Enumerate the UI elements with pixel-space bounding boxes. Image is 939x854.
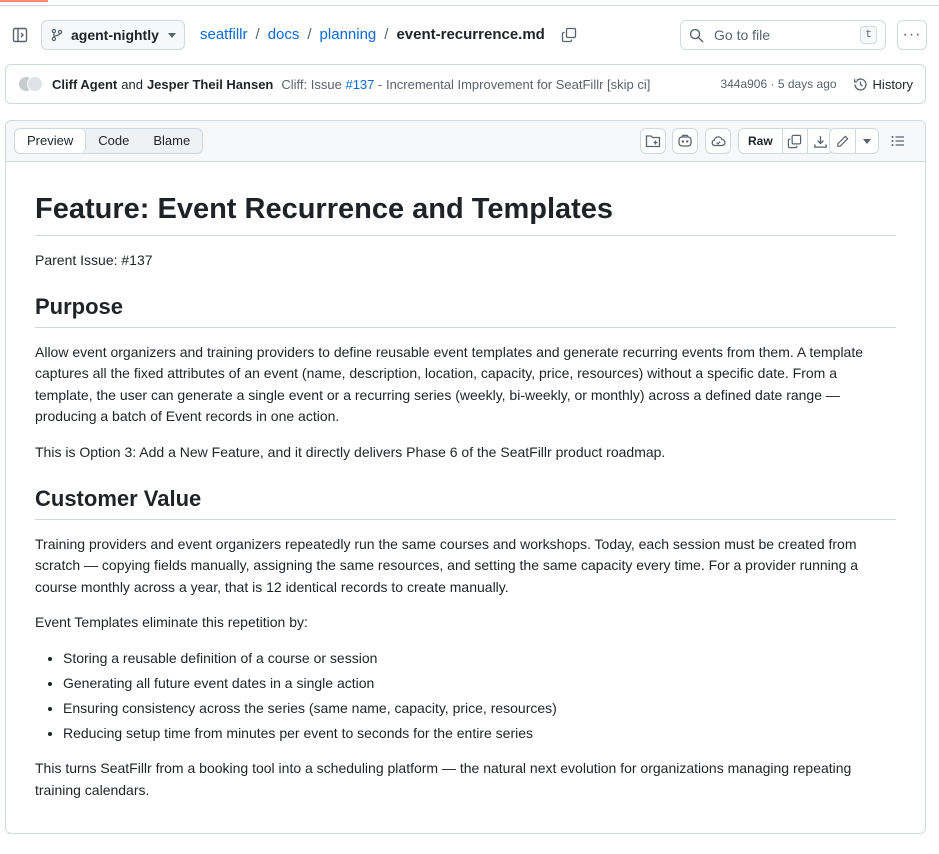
option-paragraph: This is Option 3: Add a New Feature, and it directly delivers Phase 6 of the SeatFillr product roadmap.	[35, 443, 666, 460]
cloud-icon	[710, 133, 726, 149]
codespaces-button[interactable]	[705, 128, 731, 154]
history-icon	[853, 77, 868, 92]
history-button[interactable]	[853, 77, 913, 92]
search-icon	[689, 28, 704, 43]
purpose-paragraph: Allow event organizers and training providers to define reusable event templates and generate recurring events from them. A template captures all the fixed attributes of an event (name, description, location, capacity, price, resources) without a specific date. From a template, the user can generate a single event or a recurring series (weekly, bi-weekly, or monthly) across a defined date range — producing a batch of Event records in one action.	[35, 343, 864, 425]
document-title: Feature: Event Recurrence and Templates	[35, 192, 896, 236]
keyboard-shortcut-hint: t	[860, 26, 877, 44]
customer-value-paragraph: Training providers and event organizers repeatedly run the same courses and workshops. Today, each session must be created from scratch — copying fields manually, assigning the same resources, and setting the same capacity every time. For a provider running a course monthly across a year, that is 12 identical records to create manually.	[35, 535, 859, 595]
commit-issue-link[interactable]: #137	[345, 76, 375, 92]
breadcrumb-separator: /	[384, 26, 389, 43]
commit-message-suffix[interactable]: - Incremental Improvement for SeatFillr [skip ci]	[378, 76, 651, 92]
raw-button[interactable]: Raw	[739, 129, 783, 153]
commit-time: · 5 days ago	[770, 77, 837, 91]
closing-paragraph: This turns SeatFillr from a booking tool into a scheduling platform — the natural next evolution for organizations managing repeating training calendars.	[35, 760, 852, 798]
chevron-down-icon	[863, 139, 871, 144]
breadcrumb-separator: /	[255, 26, 260, 43]
commit-author-conjunction: and	[121, 76, 143, 92]
copilot-icon	[677, 133, 693, 149]
parent-issue-text: Parent Issue: #137	[35, 251, 153, 268]
branch-selector-button[interactable]	[41, 20, 185, 50]
history-label: History	[872, 76, 913, 92]
list-item: • Storing a reusable definition of a course or session	[63, 648, 896, 670]
pencil-icon	[835, 134, 850, 149]
breadcrumb-current-file: event-recurrence.md	[396, 26, 545, 43]
file-directory-add-icon	[645, 133, 661, 149]
tab-preview[interactable]: Preview	[15, 129, 86, 153]
tab-code[interactable]: Code	[98, 133, 130, 148]
breadcrumb-planning-link[interactable]: planning	[319, 26, 377, 43]
markdown-body	[6, 162, 925, 801]
chevron-down-icon	[168, 33, 176, 38]
file-toolbar	[6, 121, 925, 162]
edit-file-button[interactable]	[830, 129, 856, 153]
tab-blame[interactable]: Blame	[153, 133, 191, 148]
breadcrumb-repo-link[interactable]: seatfillr	[200, 26, 248, 43]
file-header-bar	[0, 18, 939, 52]
view-mode-tabs	[14, 128, 203, 154]
outline-button[interactable]	[885, 128, 911, 154]
commit-avatars[interactable]	[18, 74, 46, 94]
more-options-button[interactable]	[897, 20, 927, 50]
breadcrumb-docs-link[interactable]: docs	[267, 26, 300, 43]
purpose-heading: Purpose	[35, 293, 896, 328]
edit-options-dropdown[interactable]	[856, 129, 878, 153]
templates-intro-paragraph: Event Templates eliminate this repetition by:	[35, 614, 308, 631]
commit-message	[281, 77, 650, 92]
copy-icon	[561, 27, 577, 43]
top-border	[0, 0, 939, 6]
list-unordered-icon	[890, 133, 906, 149]
sidebar-expand-icon	[12, 27, 28, 43]
active-tab-accent	[0, 0, 48, 2]
commit-meta	[720, 77, 836, 91]
git-branch-icon	[50, 28, 64, 42]
latest-commit-bar	[5, 64, 926, 104]
copy-raw-button[interactable]	[783, 129, 808, 153]
commit-author-2[interactable]: Jesper Theil Hansen	[146, 76, 274, 92]
go-to-file-input[interactable]	[712, 26, 852, 44]
go-to-file-search[interactable]	[680, 20, 886, 50]
edit-group	[829, 128, 879, 154]
copy-icon	[787, 134, 802, 149]
sidebar-toggle-button[interactable]	[10, 24, 30, 46]
commit-sha[interactable]: 344a906	[720, 77, 768, 91]
breadcrumb-separator: /	[307, 26, 312, 43]
add-file-to-folder-button[interactable]	[640, 128, 666, 154]
copilot-button[interactable]	[672, 128, 698, 154]
benefits-list	[35, 648, 896, 745]
file-viewer	[5, 120, 926, 834]
raw-copy-download-group	[738, 128, 834, 154]
list-item: • Generating all future event dates in a single action	[63, 673, 896, 695]
customer-value-heading: Customer Value	[35, 485, 896, 520]
copy-path-button[interactable]	[561, 27, 577, 43]
download-icon	[813, 134, 828, 149]
commit-author-1[interactable]: Cliff Agent	[52, 76, 118, 92]
list-item: • Ensuring consistency across the series (same name, capacity, price, resources)	[63, 698, 896, 720]
list-item: • Reducing setup time from minutes per event to seconds for the entire series	[63, 723, 896, 745]
commit-message-prefix[interactable]: Cliff: Issue	[281, 76, 342, 92]
kebab-horizontal-icon: ···	[902, 26, 922, 43]
breadcrumb	[200, 26, 577, 43]
avatar	[27, 76, 43, 92]
branch-name: agent-nightly	[71, 27, 159, 43]
